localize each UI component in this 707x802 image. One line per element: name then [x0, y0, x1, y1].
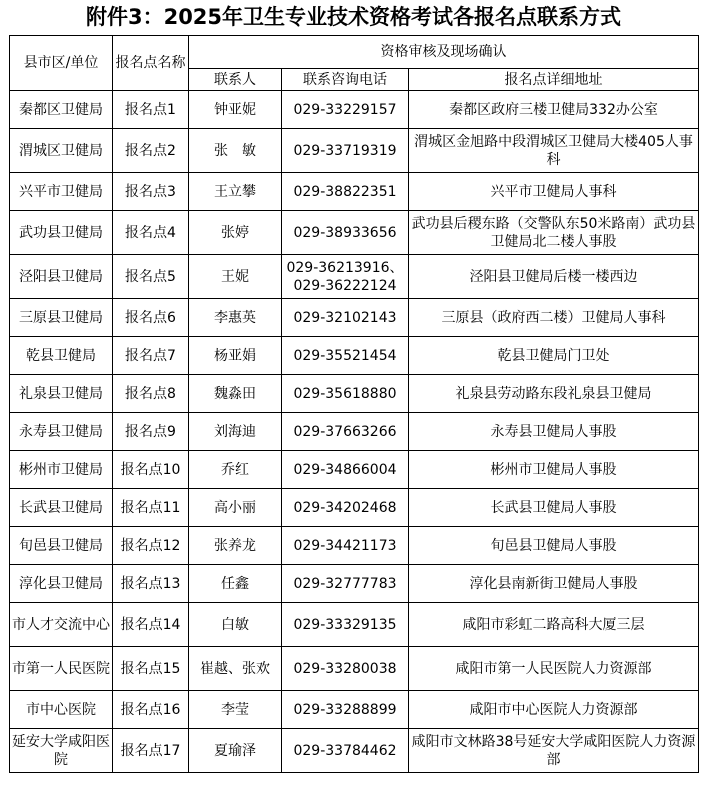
cell-contact: 杨亚娟 — [189, 337, 282, 375]
header-group: 资格审核及现场确认 — [189, 36, 699, 69]
cell-contact: 白敏 — [189, 603, 282, 647]
cell-address: 乾县卫健局门卫处 — [409, 337, 699, 375]
cell-phone: 029-33719319 — [282, 129, 409, 173]
cell-contact: 李莹 — [189, 691, 282, 729]
cell-phone: 029-35521454 — [282, 337, 409, 375]
cell-site: 报名点1 — [113, 91, 189, 129]
cell-unit: 渭城区卫健局 — [10, 129, 113, 173]
cell-contact: 钟亚妮 — [189, 91, 282, 129]
cell-contact: 乔红 — [189, 451, 282, 489]
table-row — [10, 173, 699, 211]
cell-unit: 永寿县卫健局 — [10, 413, 113, 451]
cell-address: 三原县（政府西二楼）卫健局人事科 — [409, 299, 699, 337]
contact-table — [9, 35, 699, 773]
cell-site: 报名点15 — [113, 647, 189, 691]
cell-site: 报名点7 — [113, 337, 189, 375]
cell-unit: 延安大学咸阳医院 — [10, 729, 113, 773]
table-body — [10, 91, 699, 773]
cell-site: 报名点12 — [113, 527, 189, 565]
cell-site: 报名点17 — [113, 729, 189, 773]
cell-site: 报名点9 — [113, 413, 189, 451]
cell-site: 报名点4 — [113, 211, 189, 255]
cell-site: 报名点16 — [113, 691, 189, 729]
cell-contact: 夏瑜泽 — [189, 729, 282, 773]
table-row — [10, 337, 699, 375]
cell-address: 渭城区金旭路中段渭城区卫健局大楼405人事科 — [409, 129, 699, 173]
cell-site: 报名点3 — [113, 173, 189, 211]
document-title: 附件3：2025年卫生专业技术资格考试各报名点联系方式 — [85, 5, 622, 29]
cell-unit: 旬邑县卫健局 — [10, 527, 113, 565]
cell-address: 武功县后稷东路（交警队东50米路南）武功县卫健局北二楼人事股 — [409, 211, 699, 255]
cell-site: 报名点13 — [113, 565, 189, 603]
cell-site: 报名点2 — [113, 129, 189, 173]
cell-contact: 王妮 — [189, 255, 282, 299]
cell-unit: 市人才交流中心 — [10, 603, 113, 647]
cell-contact: 任鑫 — [189, 565, 282, 603]
cell-phone: 029-32102143 — [282, 299, 409, 337]
cell-phone: 029-34421173 — [282, 527, 409, 565]
table-row — [10, 129, 699, 173]
cell-address: 永寿县卫健局人事股 — [409, 413, 699, 451]
table-row — [10, 255, 699, 299]
table-row — [10, 729, 699, 773]
cell-address: 旬邑县卫健局人事股 — [409, 527, 699, 565]
header-site-name: 报名点名称 — [113, 36, 189, 91]
cell-contact: 王立攀 — [189, 173, 282, 211]
cell-phone: 029-34202468 — [282, 489, 409, 527]
cell-phone: 029-33329135 — [282, 603, 409, 647]
cell-contact: 高小丽 — [189, 489, 282, 527]
cell-contact: 张婷 — [189, 211, 282, 255]
cell-address: 淳化县南新街卫健局人事股 — [409, 565, 699, 603]
cell-contact: 魏淼田 — [189, 375, 282, 413]
cell-unit: 泾阳县卫健局 — [10, 255, 113, 299]
table-row — [10, 647, 699, 691]
cell-phone: 029-33280038 — [282, 647, 409, 691]
cell-unit: 彬州市卫健局 — [10, 451, 113, 489]
cell-phone: 029-38933656 — [282, 211, 409, 255]
cell-address: 礼泉县劳动路东段礼泉县卫健局 — [409, 375, 699, 413]
header-address: 报名点详细地址 — [409, 69, 699, 91]
cell-contact: 张 敏 — [189, 129, 282, 173]
cell-phone: 029-33229157 — [282, 91, 409, 129]
cell-address: 咸阳市彩虹二路高科大厦三层 — [409, 603, 699, 647]
cell-unit: 市第一人民医院 — [10, 647, 113, 691]
table-row — [10, 299, 699, 337]
cell-unit: 三原县卫健局 — [10, 299, 113, 337]
cell-site: 报名点5 — [113, 255, 189, 299]
cell-contact: 张养龙 — [189, 527, 282, 565]
cell-phone: 029-33784462 — [282, 729, 409, 773]
cell-contact: 李惠英 — [189, 299, 282, 337]
cell-address: 咸阳市中心医院人力资源部 — [409, 691, 699, 729]
cell-unit: 礼泉县卫健局 — [10, 375, 113, 413]
table-row — [10, 565, 699, 603]
cell-unit: 乾县卫健局 — [10, 337, 113, 375]
cell-phone: 029-37663266 — [282, 413, 409, 451]
cell-contact: 崔越、张欢 — [189, 647, 282, 691]
cell-unit: 武功县卫健局 — [10, 211, 113, 255]
cell-address: 兴平市卫健局人事科 — [409, 173, 699, 211]
table-row — [10, 527, 699, 565]
cell-unit: 兴平市卫健局 — [10, 173, 113, 211]
table-row — [10, 489, 699, 527]
header-contact: 联系人 — [189, 69, 282, 91]
cell-unit: 长武县卫健局 — [10, 489, 113, 527]
cell-site: 报名点6 — [113, 299, 189, 337]
cell-phone: 029-35618880 — [282, 375, 409, 413]
cell-site: 报名点11 — [113, 489, 189, 527]
cell-site: 报名点8 — [113, 375, 189, 413]
cell-phone: 029-36213916、029-36222124 — [282, 255, 409, 299]
table-row — [10, 603, 699, 647]
cell-site: 报名点10 — [113, 451, 189, 489]
table-row — [10, 375, 699, 413]
cell-address: 泾阳县卫健局后楼一楼西边 — [409, 255, 699, 299]
table-row — [10, 211, 699, 255]
table-row — [10, 691, 699, 729]
header-unit: 县市区/单位 — [10, 36, 113, 91]
cell-phone: 029-33288899 — [282, 691, 409, 729]
cell-phone: 029-32777783 — [282, 565, 409, 603]
cell-address: 咸阳市第一人民医院人力资源部 — [409, 647, 699, 691]
cell-unit: 淳化县卫健局 — [10, 565, 113, 603]
cell-address: 秦都区政府三楼卫健局332办公室 — [409, 91, 699, 129]
table-row — [10, 451, 699, 489]
cell-address: 彬州市卫健局人事股 — [409, 451, 699, 489]
table-row — [10, 413, 699, 451]
cell-unit: 秦都区卫健局 — [10, 91, 113, 129]
cell-phone: 029-34866004 — [282, 451, 409, 489]
cell-address: 长武县卫健局人事股 — [409, 489, 699, 527]
cell-contact: 刘海迪 — [189, 413, 282, 451]
cell-phone: 029-38822351 — [282, 173, 409, 211]
table-row — [10, 91, 699, 129]
cell-site: 报名点14 — [113, 603, 189, 647]
header-phone: 联系咨询电话 — [282, 69, 409, 91]
cell-unit: 市中心医院 — [10, 691, 113, 729]
cell-address: 咸阳市文林路38号延安大学咸阳医院人力资源部 — [409, 729, 699, 773]
